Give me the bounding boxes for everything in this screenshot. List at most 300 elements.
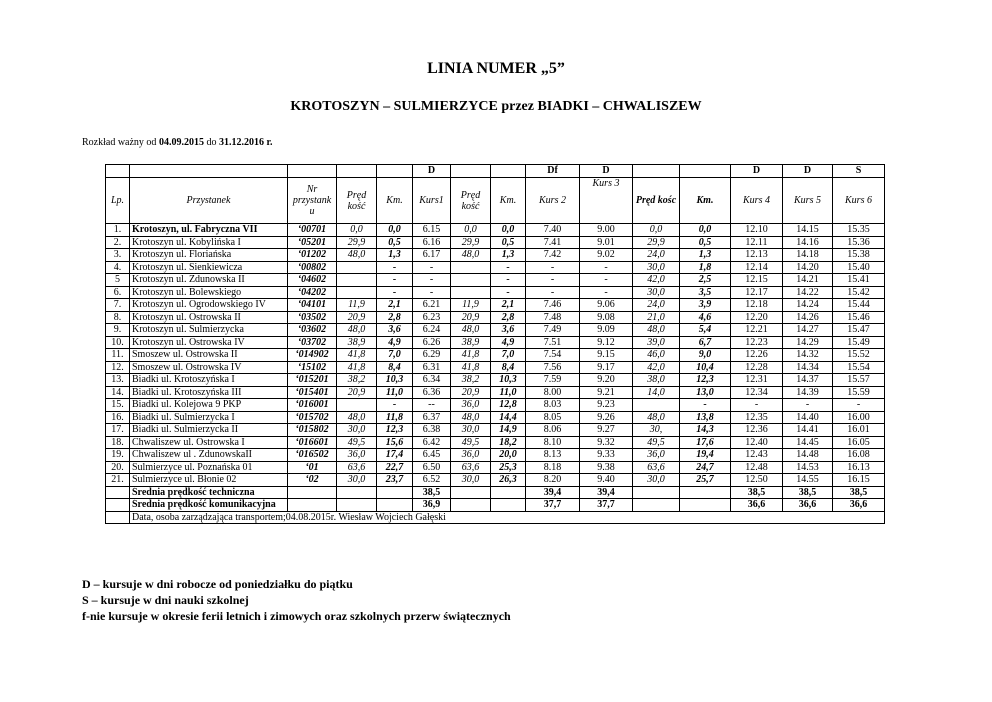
cell-time: 12.17 xyxy=(731,286,783,299)
cell-lp: 6. xyxy=(106,286,130,299)
cell-lp: 5 xyxy=(106,274,130,287)
cell-speed: 0,0 xyxy=(337,224,377,237)
cell-stop: Krotoszyn ul. Ogrodowskiego IV xyxy=(130,299,288,312)
cell-time: 9.09 xyxy=(580,324,633,337)
cell-km: 2,8 xyxy=(491,311,526,324)
cell-speed: 36,0 xyxy=(633,449,680,462)
cell-km: - xyxy=(377,286,413,299)
kurs1-day: D xyxy=(413,165,451,178)
header-row xyxy=(106,178,885,224)
cell-speed: 48,0 xyxy=(451,324,491,337)
cell-time: 9.26 xyxy=(580,411,633,424)
cell-time: 16.00 xyxy=(833,411,885,424)
cell-speed: 41,8 xyxy=(337,349,377,362)
cell-stop: Smoszew ul. Ostrowska IV xyxy=(130,361,288,374)
table-row xyxy=(106,424,885,437)
cell-time: 12.23 xyxy=(731,336,783,349)
cell-time: 9.27 xyxy=(580,424,633,437)
col-lp: Lp. xyxy=(106,178,130,224)
cell-stop-nr: ‘015802 xyxy=(288,424,337,437)
cell-speed: 30,0 xyxy=(633,474,680,487)
cell-time: 14.22 xyxy=(783,286,833,299)
cell-time: 12.20 xyxy=(731,311,783,324)
cell-speed: 20,9 xyxy=(337,386,377,399)
legend-item: S – kursuje w dni nauki szkolnej xyxy=(82,593,249,607)
cell-speed: 38,9 xyxy=(451,336,491,349)
cell-km: 18,2 xyxy=(491,436,526,449)
cell-time: 9.15 xyxy=(580,349,633,362)
table-row xyxy=(106,224,885,237)
cell-lp: 2. xyxy=(106,236,130,249)
cell-speed xyxy=(337,399,377,412)
cell-stop-nr: ‘03602 xyxy=(288,324,337,337)
cell-speed: 0,0 xyxy=(451,224,491,237)
cell-lp: 13. xyxy=(106,374,130,387)
cell-km: 0,0 xyxy=(491,224,526,237)
cell-time: 6.38 xyxy=(413,424,451,437)
cell-time: - xyxy=(413,261,451,274)
cell-km: 7,0 xyxy=(377,349,413,362)
cell-stop-nr: ‘01 xyxy=(288,461,337,474)
cell-lp: 8. xyxy=(106,311,130,324)
cell-time: 9.12 xyxy=(580,336,633,349)
cell-time: 12.31 xyxy=(731,374,783,387)
cell-speed: 48,0 xyxy=(451,249,491,262)
cell-stop: Biadki ul. Sulmierzycka I xyxy=(130,411,288,424)
table-row xyxy=(106,361,885,374)
cell-stop-nr: ‘015201 xyxy=(288,374,337,387)
cell-time: 14.37 xyxy=(783,374,833,387)
cell-stop-nr: ‘01202 xyxy=(288,249,337,262)
cell-time: 8.05 xyxy=(526,411,580,424)
cell-time: 7.41 xyxy=(526,236,580,249)
table-row xyxy=(106,449,885,462)
cell-speed: 49,5 xyxy=(633,436,680,449)
cell-km: 14,4 xyxy=(491,411,526,424)
table-row xyxy=(106,386,885,399)
cell-km: 14,3 xyxy=(680,424,731,437)
cell-lp: 12. xyxy=(106,361,130,374)
cell-stop: Biadki ul. Kolejowa 9 PKP xyxy=(130,399,288,412)
table-row xyxy=(106,261,885,274)
cell-time: 8.03 xyxy=(526,399,580,412)
cell-stop: Biadki ul. Krotoszyńska III xyxy=(130,386,288,399)
cell-stop-nr: ‘016601 xyxy=(288,436,337,449)
cell-km: 23,7 xyxy=(377,474,413,487)
table-row xyxy=(106,399,885,412)
cell-km: 9,0 xyxy=(680,349,731,362)
cell-time: 14.15 xyxy=(783,224,833,237)
cell-time: 14.34 xyxy=(783,361,833,374)
col-kurs4: Kurs 4 xyxy=(731,178,783,224)
cell-time: 12.50 xyxy=(731,474,783,487)
cell-stop-nr: ‘016001 xyxy=(288,399,337,412)
page-title: LINIA NUMER „5” xyxy=(427,60,565,77)
cell-km: 11,0 xyxy=(491,386,526,399)
cell-time: 12.18 xyxy=(731,299,783,312)
legend-item: D – kursuje w dni robocze od poniedziałku do piątku xyxy=(82,577,353,591)
summary-row xyxy=(106,486,885,499)
cell-speed: 24,0 xyxy=(633,299,680,312)
cell-km: - xyxy=(491,286,526,299)
cell-speed: 38,2 xyxy=(337,374,377,387)
cell-time: - xyxy=(580,274,633,287)
legend-item: f-nie kursuje w okresie ferii letnich i zimowych oraz szkolnych przerw świątecznych xyxy=(82,609,511,623)
summary-value: 36,6 xyxy=(783,499,833,512)
cell-time: 14.20 xyxy=(783,261,833,274)
col-kurs2: Kurs 2 xyxy=(526,178,580,224)
cell-stop: Krotoszyn ul. Ostrowska IV xyxy=(130,336,288,349)
cell-time: 16.15 xyxy=(833,474,885,487)
col-kurs3: Kurs 3 xyxy=(580,178,633,224)
table-row xyxy=(106,349,885,362)
col-kurs5: Kurs 5 xyxy=(783,178,833,224)
cell-time: 14.41 xyxy=(783,424,833,437)
cell-km: - xyxy=(377,261,413,274)
summary-value: 38,5 xyxy=(413,486,451,499)
cell-lp: 10. xyxy=(106,336,130,349)
summary-value: 39,4 xyxy=(580,486,633,499)
cell-speed: 63,6 xyxy=(337,461,377,474)
summary-value: 37,7 xyxy=(526,499,580,512)
cell-time: 16.05 xyxy=(833,436,885,449)
col-km2: Km. xyxy=(491,178,526,224)
cell-speed: 36,0 xyxy=(451,449,491,462)
cell-time: 15.42 xyxy=(833,286,885,299)
cell-speed: 14,0 xyxy=(633,386,680,399)
summary-value: 36,9 xyxy=(413,499,451,512)
cell-time: 14.21 xyxy=(783,274,833,287)
cell-km: 2,5 xyxy=(680,274,731,287)
cell-time: 8.00 xyxy=(526,386,580,399)
cell-time: 6.15 xyxy=(413,224,451,237)
cell-time: 12.10 xyxy=(731,224,783,237)
cell-lp: 4. xyxy=(106,261,130,274)
cell-km: 12,3 xyxy=(680,374,731,387)
cell-speed: 20,9 xyxy=(337,311,377,324)
cell-km: 20,0 xyxy=(491,449,526,462)
cell-time: 6.42 xyxy=(413,436,451,449)
cell-stop-nr: ‘014902 xyxy=(288,349,337,362)
route-subtitle: KROTOSZYN – SULMIERZYCE przez BIADKI – CHWALISZEW xyxy=(290,99,702,114)
cell-km: 3,6 xyxy=(491,324,526,337)
cell-speed xyxy=(633,399,680,412)
cell-time: 9.38 xyxy=(580,461,633,474)
cell-time: 12.28 xyxy=(731,361,783,374)
cell-time: 15.44 xyxy=(833,299,885,312)
table-row xyxy=(106,474,885,487)
cell-lp: 15. xyxy=(106,399,130,412)
cell-km: - xyxy=(377,399,413,412)
summary-row xyxy=(106,499,885,512)
table-row xyxy=(106,274,885,287)
cell-km: 3,5 xyxy=(680,286,731,299)
cell-speed: 42,0 xyxy=(633,274,680,287)
kurs4-day: D xyxy=(731,165,783,178)
cell-km: 19,4 xyxy=(680,449,731,462)
cell-km: 0,5 xyxy=(491,236,526,249)
cell-time: - xyxy=(526,261,580,274)
cell-speed: 48,0 xyxy=(451,411,491,424)
cell-stop: Krotoszyn ul. Bolewskiego xyxy=(130,286,288,299)
cell-km: 4,6 xyxy=(680,311,731,324)
summary-value: 36,6 xyxy=(833,499,885,512)
cell-time: 7.40 xyxy=(526,224,580,237)
cell-km: 8,4 xyxy=(491,361,526,374)
cell-time: 6.26 xyxy=(413,336,451,349)
cell-time: - xyxy=(413,286,451,299)
table-row xyxy=(106,311,885,324)
cell-time: 12.48 xyxy=(731,461,783,474)
cell-time: 12.14 xyxy=(731,261,783,274)
cell-km: 10,3 xyxy=(491,374,526,387)
cell-km: 1,3 xyxy=(377,249,413,262)
cell-stop: Krotoszyn ul. Sienkiewicza xyxy=(130,261,288,274)
cell-time: 9.23 xyxy=(580,399,633,412)
table-row xyxy=(106,411,885,424)
cell-stop-nr: ‘05201 xyxy=(288,236,337,249)
cell-speed xyxy=(451,274,491,287)
cell-km: 8,4 xyxy=(377,361,413,374)
cell-time: 16.08 xyxy=(833,449,885,462)
cell-time: 15.46 xyxy=(833,311,885,324)
cell-time: 15.47 xyxy=(833,324,885,337)
cell-lp: 21. xyxy=(106,474,130,487)
cell-time: 16.01 xyxy=(833,424,885,437)
signature-note: Data, osoba zarządzająca transportem;04.08.2015r. Wiesław Wojciech Gałęski xyxy=(130,511,885,524)
cell-time: 8.10 xyxy=(526,436,580,449)
cell-stop: Sulmierzyce ul. Poznańska 01 xyxy=(130,461,288,474)
cell-km: 13,8 xyxy=(680,411,731,424)
cell-stop: Chwaliszew ul . ZdunowskaII xyxy=(130,449,288,462)
cell-stop-nr: ‘016502 xyxy=(288,449,337,462)
cell-km: 13,0 xyxy=(680,386,731,399)
cell-stop: Krotoszyn ul. Floriańska xyxy=(130,249,288,262)
cell-speed: 42,0 xyxy=(633,361,680,374)
summary-value: 37,7 xyxy=(580,499,633,512)
cell-time: 6.16 xyxy=(413,236,451,249)
cell-stop-nr: ‘03502 xyxy=(288,311,337,324)
cell-stop: Krotoszyn ul. Zdunowska II xyxy=(130,274,288,287)
cell-time: - xyxy=(526,286,580,299)
cell-speed: 46,0 xyxy=(633,349,680,362)
cell-time: 7.51 xyxy=(526,336,580,349)
cell-km: 10,4 xyxy=(680,361,731,374)
cell-km: 2,8 xyxy=(377,311,413,324)
cell-speed: 30,0 xyxy=(337,424,377,437)
cell-time: 12.15 xyxy=(731,274,783,287)
cell-time: - xyxy=(580,286,633,299)
timetable xyxy=(105,164,885,524)
cell-km: 10,3 xyxy=(377,374,413,387)
cell-speed xyxy=(451,261,491,274)
cell-km: 6,7 xyxy=(680,336,731,349)
cell-time: 9.40 xyxy=(580,474,633,487)
cell-km: - xyxy=(377,274,413,287)
cell-km: 24,7 xyxy=(680,461,731,474)
cell-speed: 30,0 xyxy=(451,424,491,437)
cell-km: - xyxy=(491,274,526,287)
cell-time: 12.11 xyxy=(731,236,783,249)
cell-km: 0,0 xyxy=(680,224,731,237)
cell-lp: 3. xyxy=(106,249,130,262)
cell-stop-nr: ‘04202 xyxy=(288,286,337,299)
cell-time: 14.24 xyxy=(783,299,833,312)
summary-value: 38,5 xyxy=(833,486,885,499)
cell-time: 12.40 xyxy=(731,436,783,449)
cell-time: 16.13 xyxy=(833,461,885,474)
cell-stop: Krotoszyn ul. Sulmierzycka xyxy=(130,324,288,337)
cell-speed: 48,0 xyxy=(633,324,680,337)
cell-km: 1,8 xyxy=(680,261,731,274)
cell-time: 9.17 xyxy=(580,361,633,374)
cell-km: 3,6 xyxy=(377,324,413,337)
cell-speed: 20,9 xyxy=(451,386,491,399)
col-km1: Km. xyxy=(377,178,413,224)
cell-time: 14.18 xyxy=(783,249,833,262)
col-kurs1: Kurs1 xyxy=(413,178,451,224)
cell-km: - xyxy=(680,399,731,412)
cell-km: 12,8 xyxy=(491,399,526,412)
cell-speed: 49,5 xyxy=(337,436,377,449)
cell-time: 9.02 xyxy=(580,249,633,262)
legend xyxy=(82,576,511,624)
cell-time: 14.40 xyxy=(783,411,833,424)
cell-speed: 41,8 xyxy=(451,349,491,362)
table-row xyxy=(106,236,885,249)
cell-time: 12.13 xyxy=(731,249,783,262)
cell-time: 12.21 xyxy=(731,324,783,337)
cell-speed: 29,9 xyxy=(633,236,680,249)
cell-time: 7.49 xyxy=(526,324,580,337)
cell-time: 14.48 xyxy=(783,449,833,462)
cell-lp: 14. xyxy=(106,386,130,399)
cell-time: 15.40 xyxy=(833,261,885,274)
cell-time: 9.08 xyxy=(580,311,633,324)
cell-speed: 36,0 xyxy=(337,449,377,462)
cell-time: 9.06 xyxy=(580,299,633,312)
cell-time: 6.34 xyxy=(413,374,451,387)
cell-time: 6.17 xyxy=(413,249,451,262)
cell-lp: 19. xyxy=(106,449,130,462)
cell-time: 14.26 xyxy=(783,311,833,324)
cell-km: 12,3 xyxy=(377,424,413,437)
cell-speed: 39,0 xyxy=(633,336,680,349)
cell-km: 0,0 xyxy=(377,224,413,237)
cell-time: 6.23 xyxy=(413,311,451,324)
cell-time: - xyxy=(731,399,783,412)
cell-time: 12.26 xyxy=(731,349,783,362)
cell-time: 14.16 xyxy=(783,236,833,249)
cell-speed: 36,0 xyxy=(451,399,491,412)
cell-time: 7.54 xyxy=(526,349,580,362)
cell-time: 15.54 xyxy=(833,361,885,374)
cell-speed: 30,0 xyxy=(633,261,680,274)
cell-km: 11,0 xyxy=(377,386,413,399)
cell-stop-nr: ‘03702 xyxy=(288,336,337,349)
cell-km: 17,4 xyxy=(377,449,413,462)
cell-speed xyxy=(337,274,377,287)
cell-time: 9.21 xyxy=(580,386,633,399)
cell-speed: 30,0 xyxy=(337,474,377,487)
cell-km: 4,9 xyxy=(491,336,526,349)
cell-time: -- xyxy=(413,399,451,412)
kurs6-day: S xyxy=(833,165,885,178)
cell-km: 25,3 xyxy=(491,461,526,474)
col-stop: Przystanek xyxy=(130,178,288,224)
table-row xyxy=(106,249,885,262)
cell-time: - xyxy=(783,399,833,412)
cell-stop: Biadki ul. Krotoszyńska I xyxy=(130,374,288,387)
cell-time: 9.00 xyxy=(580,224,633,237)
summary-label: Średnia prędkość techniczna xyxy=(130,486,288,499)
cell-time: 12.43 xyxy=(731,449,783,462)
cell-speed: 21,0 xyxy=(633,311,680,324)
cell-time: 7.46 xyxy=(526,299,580,312)
cell-km: 1,3 xyxy=(491,249,526,262)
cell-km: 2,1 xyxy=(491,299,526,312)
cell-time: 14.32 xyxy=(783,349,833,362)
cell-time: 8.06 xyxy=(526,424,580,437)
cell-time: 15.38 xyxy=(833,249,885,262)
cell-time: 12.35 xyxy=(731,411,783,424)
kurs3-day: D xyxy=(580,165,633,178)
cell-km: 0,5 xyxy=(680,236,731,249)
cell-time: 7.56 xyxy=(526,361,580,374)
cell-stop-nr: ‘15102 xyxy=(288,361,337,374)
cell-lp: 16. xyxy=(106,411,130,424)
cell-stop: Sulmierzyce ul. Błonie 02 xyxy=(130,474,288,487)
cell-speed: 0,0 xyxy=(633,224,680,237)
col-pred1: Pręd kość xyxy=(337,178,377,224)
cell-lp: 11. xyxy=(106,349,130,362)
cell-speed: 41,8 xyxy=(337,361,377,374)
cell-stop: Krotoszyn ul. Ostrowska II xyxy=(130,311,288,324)
cell-km: 26,3 xyxy=(491,474,526,487)
table-row xyxy=(106,374,885,387)
table-row xyxy=(106,461,885,474)
cell-time: 6.37 xyxy=(413,411,451,424)
cell-km: 3,9 xyxy=(680,299,731,312)
cell-lp: 17. xyxy=(106,424,130,437)
cell-time: 15.57 xyxy=(833,374,885,387)
kurs5-day: D xyxy=(783,165,833,178)
cell-time: 9.01 xyxy=(580,236,633,249)
cell-km: 14,9 xyxy=(491,424,526,437)
cell-time: - xyxy=(580,261,633,274)
cell-time: 15.49 xyxy=(833,336,885,349)
cell-speed: 30, xyxy=(633,424,680,437)
cell-time: 7.59 xyxy=(526,374,580,387)
cell-speed: 48,0 xyxy=(337,324,377,337)
summary-value: 36,6 xyxy=(731,499,783,512)
cell-lp: 7. xyxy=(106,299,130,312)
cell-km: 22,7 xyxy=(377,461,413,474)
col-nr: Nr przystank u xyxy=(288,178,337,224)
kurs2-day: Df xyxy=(526,165,580,178)
cell-time: 15.52 xyxy=(833,349,885,362)
cell-time: 8.18 xyxy=(526,461,580,474)
cell-speed xyxy=(337,286,377,299)
cell-stop: Krotoszyn, ul. Fabryczna VII xyxy=(130,224,288,237)
cell-speed: 41,8 xyxy=(451,361,491,374)
cell-stop-nr: ‘015702 xyxy=(288,411,337,424)
cell-lp: 20. xyxy=(106,461,130,474)
cell-stop: Chwaliszew ul. Ostrowska I xyxy=(130,436,288,449)
col-pred3: Pręd kośc xyxy=(633,178,680,224)
cell-time: - xyxy=(833,399,885,412)
cell-time: 9.20 xyxy=(580,374,633,387)
